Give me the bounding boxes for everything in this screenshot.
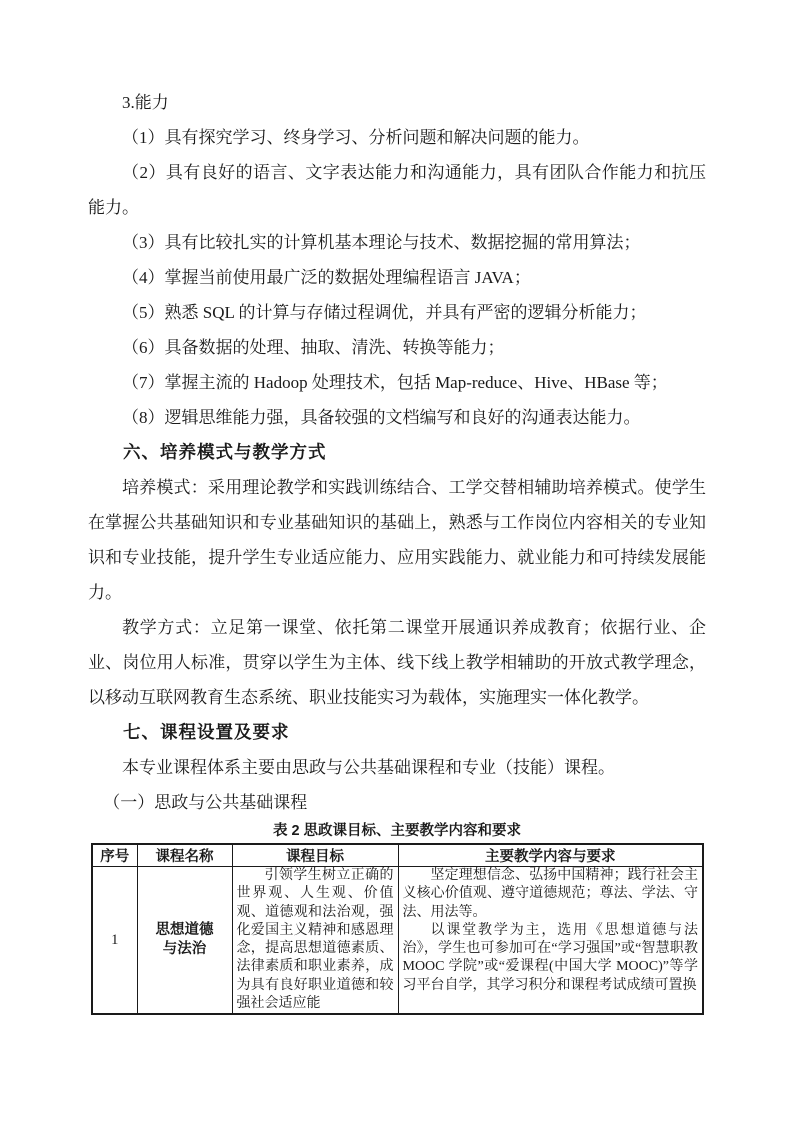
ability-item-7: （7）掌握主流的 Hadoop 处理技术，包括 Map-reduce、Hive、HBase 等；	[122, 373, 668, 392]
ability-item-8: （8）逻辑思维能力强，具备较强的文档编写和良好的沟通表达能力。	[122, 408, 641, 427]
cell-teaching-content	[398, 867, 703, 1015]
table-header-row	[92, 844, 703, 867]
ability-item-1: （1）具有探究学习、终身学习、分析问题和解决问题的能力。	[122, 128, 590, 147]
ability-item-2: （2）具有良好的语言、文字表达能力和沟通能力，具有团队合作能力和抗压能力。	[88, 163, 706, 217]
course-objective-text: 引领学生树立正确的世界观、人生观、价值观、道德观和法治观，强化爱国主义精神和感恩理念，提高思想道德素质、法律素质和职业素养，成为具有良好职业道德和较强社会适应能	[236, 868, 394, 1012]
cell-course-name	[137, 867, 232, 1015]
cell-course-objective	[232, 867, 398, 1015]
section7-sub-heading: （一）思政与公共基础课程	[103, 793, 308, 812]
page-content	[88, 85, 706, 1015]
course-name-line1: 思想道德	[155, 922, 214, 939]
section7-intro: 本专业课程体系主要由思政与公共基础课程和专业（技能）课程。	[122, 758, 615, 777]
section7-heading: 七、课程设置及要求	[123, 722, 290, 742]
table-header-no: 序号	[92, 844, 137, 867]
ability-heading: 3.能力	[122, 93, 169, 112]
teaching-content-para2: 以课堂教学为主，选用《思想道德与法治》，学生也可参加可在“学习强国”或“智慧职教MOOC 学院”或“爱课程(中国大学 MOOC)”等学习平台自学，其学习积分和课程考试成绩可置换	[402, 922, 698, 993]
course-name-line2: 与法治	[162, 941, 207, 958]
ability-item-6: （6）具备数据的处理、抽取、清洗、转换等能力；	[122, 338, 505, 357]
table-caption: 表 2 思政课目标、主要教学内容和要求	[272, 823, 522, 839]
ability-item-5: （5）熟悉 SQL 的计算与存储过程调优，并具有严密的逻辑分析能力；	[122, 303, 647, 322]
section6-heading: 六、培养模式与教学方式	[123, 442, 327, 462]
table-header-course-objective: 课程目标	[232, 844, 398, 867]
table-header-course-name: 课程名称	[137, 844, 232, 867]
section6-para-teaching-method: 教学方式：立足第一课堂、依托第二课堂开展通识养成教育；依据行业、企业、岗位用人标准，贯穿以学生为主体、线下线上教学相辅助的开放式教学理念，以移动互联网教育生态系统、职业技能实习为载体，实施理实一体化教学。	[88, 618, 706, 707]
ability-item-4: （4）掌握当前使用最广泛的数据处理编程语言 JAVA；	[122, 268, 531, 287]
teaching-content-para1: 坚定理想信念、弘扬中国精神；践行社会主义核心价值观、遵守道德规范；尊法、学法、守法、用法等。	[402, 868, 698, 920]
table-header-teaching-content: 主要教学内容与要求	[398, 844, 703, 867]
table-row	[92, 867, 703, 1015]
section6-para-training-mode: 培养模式：采用理论教学和实践训练结合、工学交替相辅助培养模式。使学生在掌握公共基础知识和专业基础知识的基础上，熟悉与工作岗位内容相关的专业知识和专业技能，提升学生专业适应能力、应用实践能力、就业能力和可持续发展能力。	[88, 478, 706, 602]
ability-item-3: （3）具有比较扎实的计算机基本理论与技术、数据挖掘的常用算法；	[122, 233, 641, 252]
cell-row-number: 1	[92, 867, 137, 1015]
course-table	[91, 843, 704, 1015]
